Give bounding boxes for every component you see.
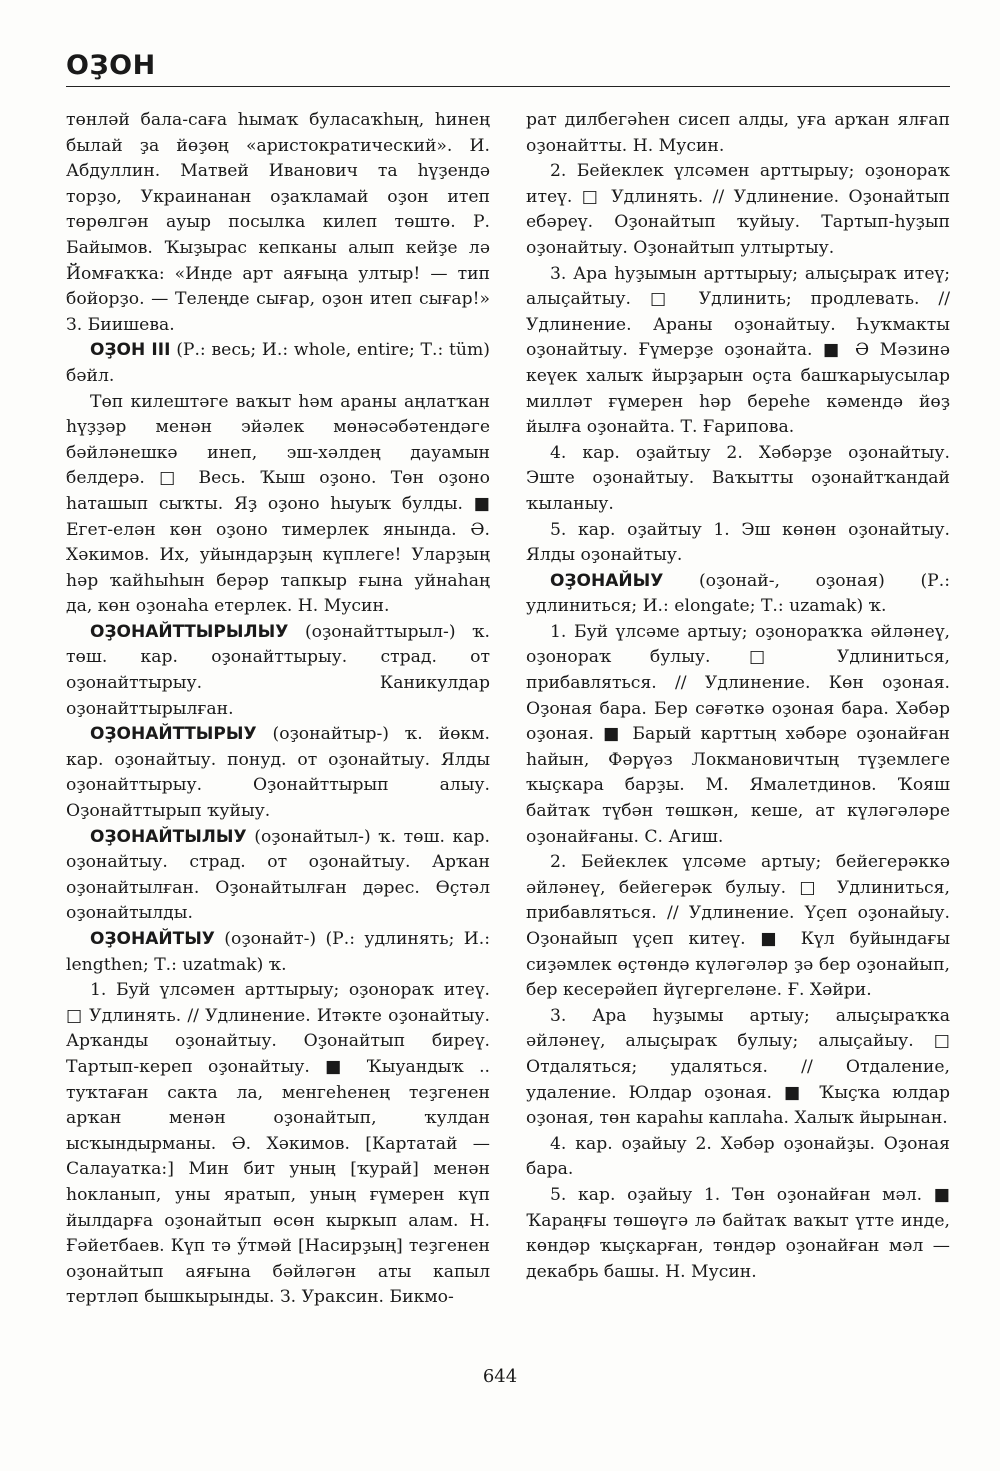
- right-column: [526, 108, 950, 1285]
- right-paragraph-10: 4. кар. оҙайыу 2. Хәбәр оҙонайҙы. Оҙоная бара.: [526, 1133, 950, 1180]
- entry-headword: ОҘОН III: [90, 340, 171, 361]
- entry-ozon-3: [66, 338, 490, 389]
- right-paragraph-11: 5. кар. оҙайыу 1. Төн оҙонайған мәл. ■ Ҡараңғы төшөүгә лә байтаҡ ваҡыт үтте инде, көндәр ҡыҫкарған, төндәр оҙонайған мәл — декабрь башы. Н. Мусин.: [526, 1184, 950, 1282]
- entry-headword: ОҘОНАЙТТЫРЫУ: [90, 724, 257, 745]
- right-paragraph-4: 4. кар. оҙайтыу 2. Хәбәрҙе оҙонайтыу. Эште оҙонайтыу. Ваҡытты оҙонайтҡандай ҡыланыу.: [526, 442, 950, 514]
- entry-ozonaiyuu: [526, 569, 950, 620]
- right-paragraph-5: 5. кар. оҙайтыу 1. Эш көнөн оҙонайтыу. Ялды оҙонайтыу.: [526, 519, 950, 566]
- page-number: 644: [482, 1366, 518, 1387]
- entry-gloss: (оҙонайтыр-) ҡ. йөкм. кар. оҙонайтыу. понуд. от оҙонайтыу. Ялды оҙонайттырыу. Оҙонайттырып алыу. Оҙонайттырып ҡуйыу.: [66, 724, 490, 822]
- left-column: [66, 108, 490, 1311]
- entry-headword: ОҘОНАЙТТЫРЫЛЫУ: [90, 621, 289, 642]
- entry-gloss: (оҙонайттырыл-) ҡ. төш. кар. оҙонайттырыу. страд. от оҙонайттырыу. Каникулдар оҙонайттырылған.: [66, 621, 490, 719]
- entry-gloss: (оҙонайт-) (Р.: удлинять; И.: lengthen; Т.: uzatmak) ҡ.: [66, 929, 490, 975]
- entry-headword: ОҘОНАЙТЫЛЫУ: [90, 826, 247, 847]
- right-paragraph-1: рат дилбегәһен сисеп алды, уға арҡан ялғап оҙонайтты. Н. Мусин.: [526, 110, 950, 156]
- entry-gloss: (оҙонай-, оҙоная) (Р.: удлиниться; И.: elongate; Т.: uzamak) ҡ.: [526, 570, 950, 617]
- right-paragraph-9: 3. Ара һуҙымы артыу; алыҫыраҡҡа әйләнеү, алыҫыраҡ булыу; алыҫайыу. □ Отдаляться; удаляться. // Отдаление, удаление. Юлдар оҙоная. ■ Ҡыҫҡа юлдар оҙоная, төн караһы каплаһа. Халыҡ йырынан.: [526, 1005, 950, 1129]
- entry-gloss: (оҙонайтыл-) ҡ. төш. кар. оҙонайтыу. страд. от оҙонайтыу. Арҡан оҙонайтылған. Оҙонайтылған дәрес. Өҫтәл оҙонайтылды.: [66, 826, 490, 924]
- right-paragraph-8: 2. Бейеклек үлсәме артыу; бейегерәккә әйләнеү, бейегерәк булыу. □ Удлиниться, прибавляться. // Удлинение. Үҫеп оҙонайыу. Оҙонайып үҫеп китеү. ■ Күл буйындағы сиҙәмлек өҫтөндә күләгәләр ҙә бер оҙонайып, бер кесерәйеп йүгергеләне. Ғ. Хәйри.: [526, 852, 950, 1001]
- left-paragraph-3: Төп килештәге ваҡыт һәм араны аңлатҡан һүҙҙәр менән эйәлек мөнәсәбәтендәге бәйләнешкә инеп, эш-хәлдең дауамын белдерә. □ Весь. Ҡыш оҙоно. Төн оҙоно һаташып сыҡты. Яҙ оҙоно һыуыҡ булды. ■ Егет-елән көн оҙоно тимерлек янында. Ә. Хәкимов. Их, уйындарҙың күплеге! Уларҙың һәр ҡайһыһын берәр тапкыр ғына уйнаһаң да, көн оҙонаһа етерлек. Н. Мусин.: [66, 391, 490, 617]
- running-head: ОҘОН: [66, 50, 156, 81]
- entry-ozonaittyryuu: [66, 722, 490, 824]
- right-paragraph-3: 3. Ара һуҙымын арттырыу; алыҫыраҡ итеү; алыҫайтыу. □ Удлинить; продлевать. // Удлинение. Араны оҙонайтыу. Һуҡмакты оҙонайтыу. Ғүмерҙе оҙонайта. ■ Ә Мәзинә кеүек халыҡ йырҙарын оҫта башҡарыусылар милләт ғүмерен һәр береһе кәмендә йөҙ йылға оҙонайта. Т. Ғарипова.: [526, 263, 950, 438]
- entry-gloss: (Р.: весь; И.: whole, entire; Т.: tüm) бәйл.: [66, 340, 490, 386]
- right-paragraph-7: 1. Буй үлсәме артыу; оҙонораҡҡа әйләнеү, оҙонораҡ булыу. □ Удлиниться, прибавляться. // Удлинение. Көн оҙоная. Оҙоная бара. Бер сәғәткә оҙоная бара. Хәбәр оҙоная. ■ Барый карттың хәбәре оҙонайған һайын, Фәрүәз Локмановичтың түҙемлеге ҡыҫкара барҙы. М. Ямалетдинов. Ҡояш байтаҡ түбән төшкән, кеше, ат күләгәләре оҙонайғаны. С. Агиш.: [526, 621, 950, 847]
- right-paragraph-2: 2. Бейеклек үлсәмен арттырыу; оҙонораҡ итеү. □ Удлинять. // Удлинение. Оҙонайтып ебәреү. Оҙонайтып ҡуйыу. Тартып-һуҙып оҙонайтыу. Оҙонайтып ултыртыу.: [526, 161, 950, 258]
- entry-ozonaittyryluu: [66, 620, 490, 722]
- entry-headword: ОҘОНАЙТЫУ: [90, 929, 215, 949]
- left-paragraph-1: төнләй бала-саға һымаҡ буласаҡһың, һинең былай ҙа йөҙөң «аристократический». И. Абдуллин. Матвей Иванович та һүҙендә торҙо, Украинанан оҙаҡламай оҙон итеп төрөлгән ауыр посылка килеп төштө. Р. Байымов. Ҡыҙырас кепканы алып кейҙе лә Йомғаҡҡа: «Инде арт аяғыңа ултыр! — тип бойорҙо. — Телеңде сығар, оҙон итеп сығар!» З. Биишева.: [66, 110, 490, 335]
- entry-ozonaityuu: [66, 927, 490, 978]
- header-rule: [66, 86, 950, 87]
- entry-headword: ОҘОНАЙЫУ: [550, 570, 664, 591]
- entry-ozonaityluu: [66, 825, 490, 927]
- left-paragraph-8: 1. Буй үлсәмен арттырыу; оҙонораҡ итеү. □ Удлинять. // Удлинение. Итәкте оҙонайтыу. Арҡанды оҙонайтыу. Оҙонайтып бирeү. Тартып-кереп оҙонайтыу. ■ Ҡыуандыҡ .. туҡтаған сакта ла, менгеһенең теҙгенен арҡан менән оҙонайтып, ҡулдан ысҡындырманы. Ә. Хәкимов. [Картатай — Салауатка:] Мин бит уның [ҡурай] менән һокланып, уны яратып, уның ғүмерен күп йылдарға оҙонайтып өсөн кыркып алам. Н. Ғәйетбаев. Күп тә ӳтмәй [Насирҙың] теҙгенен оҙонайтып аяғына бәйләгән аты капыл тертләп бышкырынды. З. Ураксин. Бикмо-: [66, 980, 490, 1308]
